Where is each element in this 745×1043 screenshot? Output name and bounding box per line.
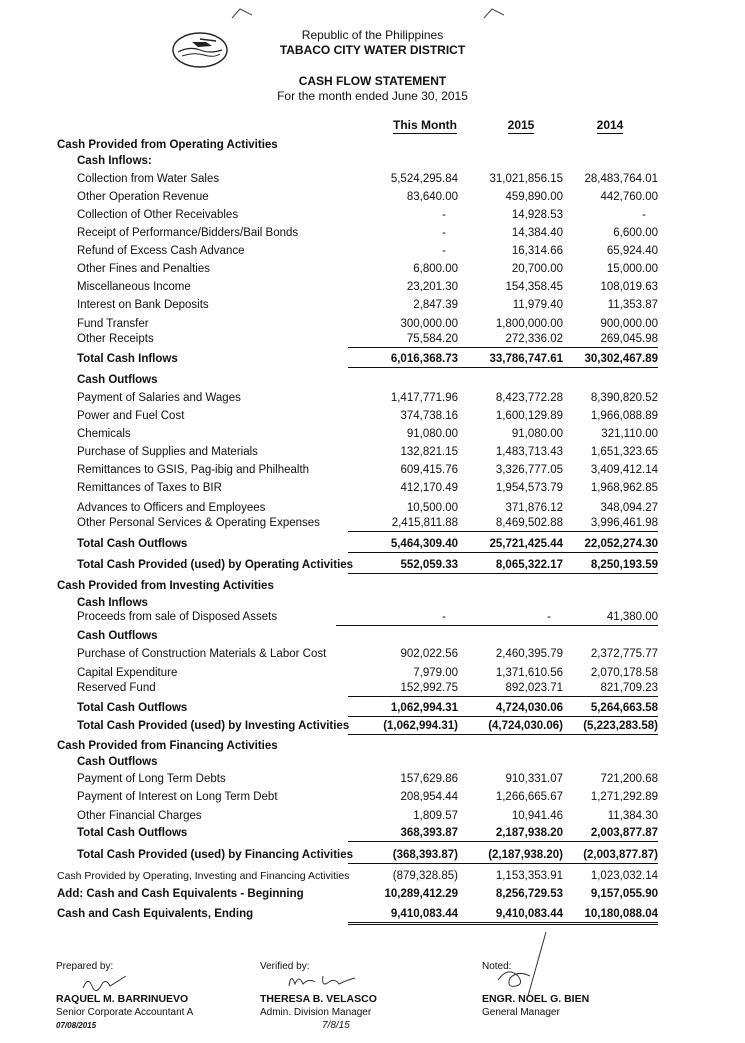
year-2015-value: (2,187,938.20) [453,847,563,864]
year-2015-value: 25,721,425.44 [453,536,563,553]
row-payment-of-long-term-debts [0,771,745,787]
row-total-cash-outflows [0,700,745,716]
row-label: Interest on Bank Deposits [77,299,209,311]
statement-title: CASH FLOW STATEMENT [298,74,447,88]
row-label: Cash Outflows [77,630,158,642]
row-label: Purchase of Supplies and Materials [77,446,258,458]
this-month-value: 5,464,309.40 [348,536,458,553]
year-2014-value: 2,003,877.87 [548,825,658,842]
this-month-value: - [442,245,446,257]
this-month-value: 1,062,994.31 [348,700,458,717]
prepared-date: 07/08/2015 [56,1021,97,1030]
this-month-value: (368,393.87) [348,847,458,864]
row-label: Cash and Cash Equivalents, Ending [57,908,254,920]
verified-position: Admin. Division Manager [260,1007,372,1018]
year-2015-value: 91,080.00 [511,428,563,440]
row-chemicals [0,426,745,442]
section-heading-cash-provided-from-operating-activities [0,137,745,153]
row-remittances-to-gsis-pag-ibig-and-philhealth [0,462,745,478]
this-month-value: 2,415,811.88 [348,515,458,532]
noted-position: General Manager [482,1007,560,1018]
prepared-caption: Prepared by: [56,961,114,972]
row-label: Cash Outflows [77,756,158,768]
year-2014-value: 11,353.87 [607,299,658,311]
year-2014-value: 900,000.00 [600,318,658,330]
signature-noted-icon [488,930,558,1000]
statement-period: For the month ended June 30, 2015 [277,89,468,103]
row-other-receipts [0,331,745,347]
year-2014-value: 348,094.27 [600,502,658,514]
this-month-value: 412,170.49 [400,482,458,494]
year-2015-value: 459,890.00 [505,191,563,203]
row-other-fines-and-penalties [0,261,745,277]
column-header-2015: 2015 [507,118,535,132]
this-month-value: 7,979.00 [413,667,458,679]
this-month-value: 9,410,083.44 [348,906,458,925]
row-interest-on-bank-deposits [0,297,745,313]
this-month-value: - [442,209,446,221]
row-label: Cash Provided from Operating Activities [57,139,278,151]
year-2015-value: 16,314.66 [511,245,563,257]
row-payment-of-salaries-and-wages [0,390,745,406]
row-label: Total Cash Provided (used) by Operating Activities [77,559,354,571]
row-label: Receipt of Performance/Bidders/Bail Bonds [77,227,299,239]
row-label: Remittances of Taxes to BIR [77,482,222,494]
year-2015-value: 11,979.40 [512,299,563,311]
prepared-name: RAQUEL M. BARRINUEVO [56,993,189,1005]
this-month-value: 208,954.44 [400,791,458,803]
row-advances-to-officers-and-employees [0,500,745,516]
row-label: Chemicals [77,428,131,440]
row-label: Add: Cash and Cash Equivalents - Beginning [57,888,304,900]
year-2014-value: 269,045.98 [548,331,658,348]
row-label: Total Cash Provided (used) by Financing Activities [77,849,354,861]
year-2014-value: 1,966,088.89 [590,410,658,422]
year-2014-value: 1,023,032.14 [590,870,658,882]
row-capital-expenditure [0,665,745,681]
year-2014-value: 30,302,467.89 [548,351,658,368]
year-2015-value: 9,410,083.44 [453,906,563,925]
year-2014-value: 11,384.30 [607,810,658,822]
year-2014-value: 721,200.68 [600,773,658,785]
year-2015-value: 8,469,502.88 [453,515,563,532]
year-2015-value: 1,371,610.56 [495,667,563,679]
year-2014-value: - [642,209,646,221]
row-label: Advances to Officers and Employees [77,502,266,514]
year-2015-value: 1,153,353.91 [495,870,563,882]
row-proceeds-from-sale-of-disposed-assets [0,609,745,625]
year-2014-value: 28,483,764.01 [584,173,658,185]
year-2014-value: (5,223,283.58) [548,718,658,735]
year-2015-value: (4,724,030.06) [453,718,563,735]
year-2015-value: 371,876.12 [505,502,563,514]
year-2014-value: 821,709.23 [548,680,658,697]
signature-prepared-icon [80,972,130,994]
statement-header [0,28,745,104]
this-month-value: 91,080.00 [406,428,458,440]
year-2015-value: 8,423,772.28 [495,392,563,404]
row-total-cash-outflows [0,825,745,841]
row-total-cash-inflows [0,351,745,367]
this-month-value: 552,059.33 [348,557,458,574]
row-total-cash-outflows [0,536,745,552]
year-2015-value: 20,700.00 [511,263,563,275]
this-month-value: 902,022.56 [400,648,458,660]
year-2015-value: 3,326,777.05 [495,464,563,476]
row-add-cash-and-cash-equivalents-beginning [0,886,745,902]
year-2015-value: 1,483,713.43 [495,446,563,458]
year-2014-value: 1,968,962.85 [590,482,658,494]
this-month-value: 75,584.20 [348,331,458,348]
row-label: Miscellaneous Income [77,281,191,293]
year-2015-value: 154,358.45 [505,281,563,293]
row-label: Collection of Other Receivables [77,209,239,221]
year-2015-value: 8,256,729.53 [495,888,563,900]
year-2014-value: 22,052,274.30 [548,536,658,553]
this-month-value: 374,738.16 [400,410,458,422]
this-month-value: 5,524,295.84 [390,173,458,185]
year-2015-value: 4,724,030.06 [453,700,563,717]
row-label: Other Receipts [77,333,154,345]
this-month-value: 10,289,412.29 [384,888,458,900]
year-2014-value: 2,070,178.58 [590,667,658,679]
year-2015-value: 1,800,000.00 [495,318,563,330]
row-label: Cash Provided from Financing Activities [57,740,278,752]
year-2015-value: 14,928.53 [511,209,563,221]
year-2015-value: 1,266,665.67 [495,791,563,803]
signatory-prepared [56,960,193,1032]
row-total-cash-provided-used-by-operating-activities [0,557,745,573]
row-label: Cash Inflows [77,597,148,609]
row-label: Total Cash Provided (used) by Investing Activities [77,720,350,732]
row-label: Other Personal Services & Operating Expenses [77,517,320,529]
row-label: Cash Provided from Investing Activities [57,580,274,592]
year-2014-value: 2,372,775.77 [590,648,658,660]
this-month-value: 368,393.87 [348,825,458,842]
year-2014-value: 321,110.00 [601,428,658,440]
row-other-operation-revenue [0,189,745,205]
year-2014-value: 8,250,193.59 [548,557,658,574]
row-label: Power and Fuel Cost [77,410,185,422]
row-total-cash-provided-used-by-investing-activities [0,718,745,734]
year-2015-value: 14,384.40 [511,227,563,239]
row-label: Payment of Long Term Debts [77,773,226,785]
row-label: Total Cash Outflows [77,827,188,839]
signature-verified-icon [285,968,365,992]
row-label: Proceeds from sale of Disposed Assets [77,611,278,623]
row-label: Total Cash Outflows [77,702,188,714]
column-header-this-month: This Month [393,118,457,132]
subheading-cash-outflows [0,628,745,644]
this-month-value: 132,821.15 [400,446,458,458]
year-2015-value: 31,021,856.15 [489,173,563,185]
row-refund-of-excess-cash-advance [0,243,745,259]
row-label: Other Operation Revenue [77,191,209,203]
section-heading-cash-provided-from-investing-activities [0,578,745,594]
row-reserved-fund [0,680,745,696]
scan-mark-icon [230,6,254,20]
this-month-value: (1,062,994.31) [348,718,458,735]
row-cash-and-cash-equivalents-ending [0,906,745,922]
year-2015-value: 892,023.71 [453,680,563,697]
row-label: Refund of Excess Cash Advance [77,245,245,257]
year-2015-value: - [441,609,563,626]
year-2014-value: 10,180,088.04 [548,906,658,925]
row-label: Remittances to GSIS, Pag-ibig and Philhealth [77,464,310,476]
row-label: Total Cash Outflows [77,538,188,550]
year-2015-value: 1,600,129.89 [495,410,563,422]
year-2015-value: 8,065,322.17 [453,557,563,574]
this-month-value: 83,640.00 [406,191,458,203]
this-month-value: 6,016,368.73 [348,351,458,368]
this-month-value: 1,417,771.96 [390,392,458,404]
row-label: Payment of Interest on Long Term Debt [77,791,278,803]
row-label: Reserved Fund [77,682,156,694]
this-month-value: 6,800.00 [413,263,458,275]
noted-caption: Noted: [482,961,512,972]
section-heading-cash-provided-from-financing-activities [0,738,745,754]
scan-mark-icon [482,6,506,20]
row-collection-from-water-sales [0,171,745,187]
row-label: Capital Expenditure [77,667,178,679]
year-2015-value: 272,336.02 [453,331,563,348]
verified-caption: Verified by: [260,961,310,972]
year-2015-value: 910,331.07 [505,773,563,785]
year-2014-value: 5,264,663.58 [548,700,658,717]
year-2015-value: 2,460,395.79 [495,648,563,660]
year-2014-value: 3,996,461.98 [548,515,658,532]
row-label: Purchase of Construction Materials & Labor Cost [77,648,327,660]
year-2014-value: 9,157,055.90 [590,888,658,900]
this-month-value: 23,201.30 [406,281,458,293]
noted-name: ENGR. NOEL G. BIEN [482,993,590,1005]
year-2014-value: 65,924.40 [606,245,658,257]
row-purchase-of-supplies-and-materials [0,444,745,460]
year-2014-value: 1,271,292.89 [590,791,658,803]
this-month-value: 609,415.76 [400,464,458,476]
year-2014-value: 8,390,820.52 [590,392,658,404]
year-2014-value: 6,600.00 [613,227,658,239]
row-label: Other Financial Charges [77,810,202,822]
year-2014-value: 15,000.00 [606,263,658,275]
row-other-personal-services-operating-expenses [0,515,745,531]
year-2014-value: (2,003,877.87) [548,847,658,864]
row-collection-of-other-receivables [0,207,745,223]
row-miscellaneous-income [0,279,745,295]
year-2015-value: 1,954,573.79 [495,482,563,494]
year-2014-value: 442,760.00 [600,191,658,203]
row-power-and-fuel-cost [0,408,745,424]
header-republic: Republic of the Philippines [301,28,444,42]
subheading-cash-outflows [0,372,745,388]
this-month-value: - [442,227,446,239]
row-label: Total Cash Inflows [77,353,178,365]
row-label: Cash Inflows: [77,155,152,167]
year-2014-value: 108,019.63 [600,281,658,293]
this-month-value: (879,328.85) [392,870,458,882]
prepared-position: Senior Corporate Accountant A [56,1007,194,1018]
row-label: Other Fines and Penalties [77,263,210,275]
this-month-value: 300,000.00 [400,318,458,330]
row-receipt-of-performance-bidders-bail-bonds [0,225,745,241]
row-purchase-of-construction-materials-labor-cost [0,646,745,662]
this-month-value: 152,992.75 [348,680,458,697]
this-month-value: 10,500.00 [406,502,458,514]
row-label: Collection from Water Sales [77,173,220,185]
year-2014-value: 3,409,412.14 [590,464,658,476]
row-cash-provided-by-operating-investing-and-financing-activities [0,868,745,884]
row-payment-of-interest-on-long-term-debt [0,789,745,805]
row-total-cash-provided-used-by-financing-activities [0,847,745,863]
this-month-value: - [336,609,458,626]
row-label: Cash Outflows [77,374,158,386]
this-month-value: 2,847.39 [413,299,458,311]
row-label: Cash Provided by Operating, Investing and Financing Activities [57,870,350,882]
year-2014-value: 41,380.00 [548,609,658,626]
row-label: Payment of Salaries and Wages [77,392,241,404]
verified-name: THERESA B. VELASCO [260,993,377,1005]
verified-date: 7/8/15 [322,1020,350,1031]
column-header-2014: 2014 [596,118,624,132]
year-2015-value: 33,786,747.61 [453,351,563,368]
this-month-value: 157,629.86 [400,773,458,785]
this-month-value: 1,809.57 [413,810,458,822]
year-2015-value: 10,941.46 [511,810,563,822]
year-2014-value: 1,651,323.65 [590,446,658,458]
row-label: Fund Transfer [77,318,149,330]
row-fund-transfer [0,316,745,332]
header-agency: TABACO CITY WATER DISTRICT [279,43,466,57]
year-2015-value: 2,187,938.20 [453,825,563,842]
subheading-cash-outflows [0,754,745,770]
row-other-financial-charges [0,808,745,824]
subheading-cash-inflows [0,153,745,169]
row-remittances-of-taxes-to-bir [0,480,745,496]
